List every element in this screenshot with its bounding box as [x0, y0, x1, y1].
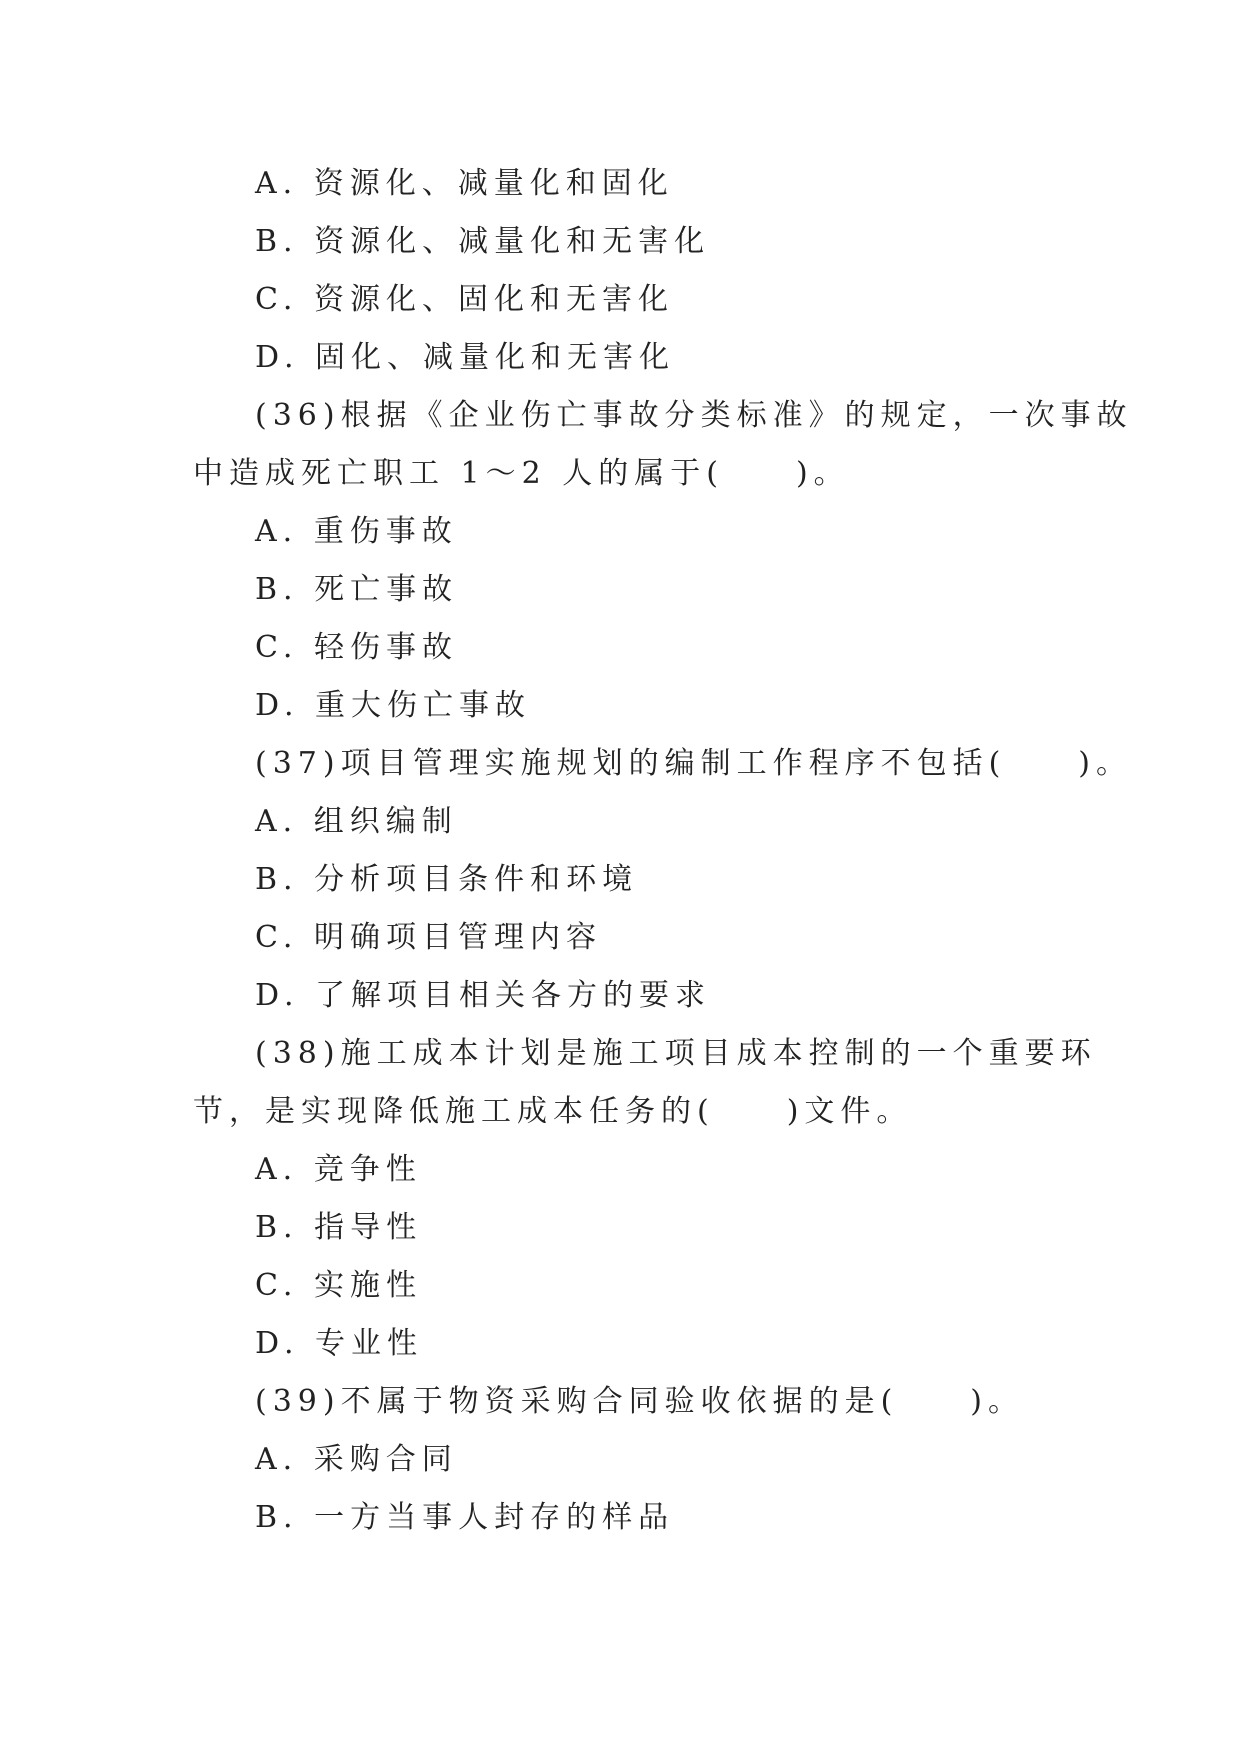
- q39-option-b: B. 一方当事人封存的样品: [255, 1500, 675, 1535]
- q36-option-b: B. 死亡事故: [255, 572, 459, 607]
- q37-stem: (37)项目管理实施规划的编制工作程序不包括( )。: [255, 746, 1132, 781]
- q36-stem-line1: (36)根据《企业伤亡事故分类标准》的规定，一次事故: [255, 398, 1133, 433]
- q36-option-c: C. 轻伤事故: [255, 630, 458, 665]
- q38-stem-line1: (38)施工成本计划是施工项目成本控制的一个重要环: [255, 1036, 1097, 1071]
- q35-option-a: A. 资源化、减量化和固化: [255, 166, 674, 201]
- q39-stem: (39)不属于物资采购合同验收依据的是( )。: [255, 1384, 1024, 1419]
- q35-option-d: D. 固化、减量化和无害化: [255, 340, 676, 375]
- q38-option-b: B. 指导性: [255, 1210, 423, 1245]
- q36-stem-line2: 中造成死亡职工 1～2 人的属于( )。: [193, 456, 850, 491]
- q38-option-d: D. 专业性: [255, 1326, 424, 1361]
- q36-option-a: A. 重伤事故: [255, 514, 458, 549]
- q37-option-a: A. 组织编制: [255, 804, 458, 839]
- q38-option-a: A. 竞争性: [255, 1152, 422, 1187]
- q38-option-c: C. 实施性: [255, 1268, 422, 1303]
- q35-option-c: C. 资源化、固化和无害化: [255, 282, 674, 317]
- q37-option-b: B. 分析项目条件和环境: [255, 862, 639, 897]
- q39-option-a: A. 采购合同: [255, 1442, 458, 1477]
- q37-option-d: D. 了解项目相关各方的要求: [255, 978, 712, 1013]
- q37-option-c: C. 明确项目管理内容: [255, 920, 602, 955]
- q38-stem-line2: 节，是实现降低施工成本任务的( )文件。: [193, 1094, 913, 1129]
- q36-option-d: D. 重大伤亡事故: [255, 688, 532, 723]
- q35-option-b: B. 资源化、减量化和无害化: [255, 224, 711, 259]
